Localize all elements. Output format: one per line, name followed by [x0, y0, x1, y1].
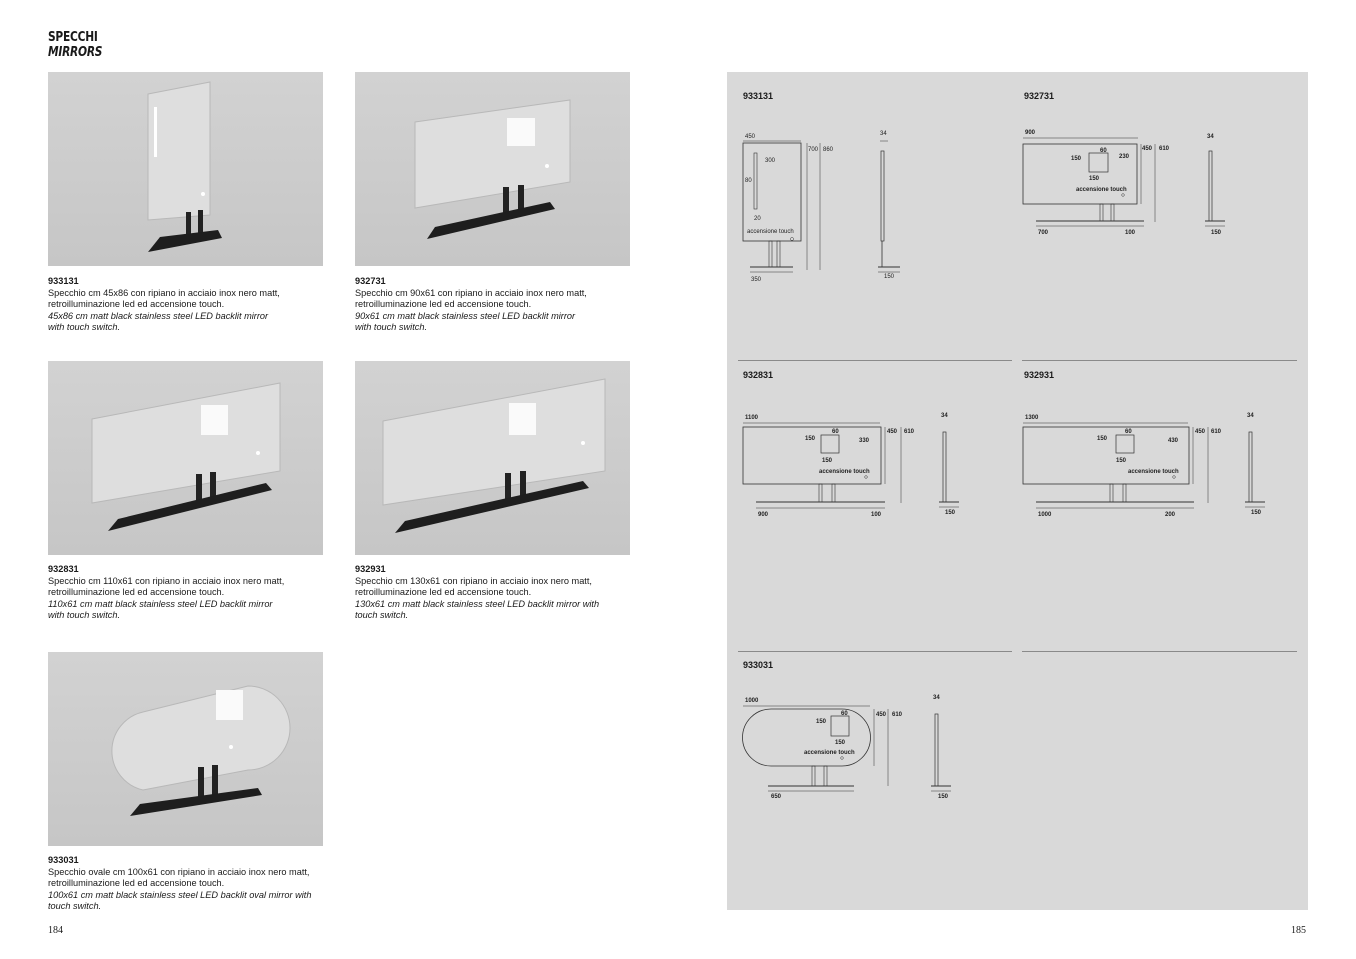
svg-text:150: 150 [1211, 230, 1222, 236]
svg-text:150: 150 [822, 458, 833, 464]
page-number-left: 184 [48, 925, 63, 936]
svg-text:150: 150 [816, 719, 827, 725]
svg-text:150: 150 [835, 740, 846, 746]
section-title: SPECCHI [48, 30, 98, 45]
product-caption-932931: 932931 Specchio cm 130x61 con ripiano in acciaio inox nero matt, retroilluminazione led ed accensione touch. 130x61 cm matt black stainless steel LED backlit mirror with touch switch. [355, 564, 630, 622]
svg-text:100: 100 [1125, 230, 1136, 236]
product-code: 933131 [48, 276, 79, 286]
svg-text:accensione touch: accensione touch [819, 469, 870, 475]
product-caption-933131: 933131 Specchio cm 45x86 con ripiano in acciaio inox nero matt, retroilluminazione led ed accensione touch. 45x86 cm matt black stainless steel LED backlit mirror with touch switch. [48, 276, 323, 334]
svg-text:34: 34 [933, 695, 940, 701]
svg-text:150: 150 [1116, 458, 1127, 464]
svg-text:34: 34 [1247, 413, 1254, 419]
product-photo-933031 [48, 652, 323, 846]
svg-text:450: 450 [887, 429, 898, 435]
section-subtitle: MIRRORS [48, 45, 103, 60]
divider [1022, 651, 1297, 652]
product-caption-933031: 933031 Specchio ovale cm 100x61 con ripiano in acciaio inox nero matt, retroilluminazione led ed accensione touch. 100x61 cm matt black stainless steel LED backlit oval mirror with touch switch. [48, 855, 348, 913]
page-number-right: 185 [1291, 925, 1306, 936]
svg-text:450: 450 [745, 134, 756, 140]
svg-text:60: 60 [832, 429, 839, 435]
product-photo-932931 [355, 361, 630, 555]
section-header [48, 30, 114, 60]
divider [738, 360, 1012, 361]
svg-text:34: 34 [880, 131, 887, 137]
svg-text:accensione touch: accensione touch [1076, 187, 1127, 193]
svg-text:610: 610 [1211, 429, 1222, 435]
technical-drawing-932831 [738, 410, 963, 525]
svg-text:accensione touch: accensione touch [747, 229, 794, 235]
svg-text:accensione touch: accensione touch [1128, 469, 1179, 475]
product-code: 932931 [355, 564, 386, 574]
product-photo-932831 [48, 361, 323, 555]
svg-text:900: 900 [758, 512, 769, 518]
technical-drawing-933131 [738, 125, 918, 285]
svg-text:300: 300 [765, 158, 776, 164]
svg-text:430: 430 [1168, 438, 1179, 444]
svg-text:350: 350 [751, 277, 762, 283]
svg-text:150: 150 [1089, 176, 1100, 182]
svg-text:150: 150 [945, 510, 956, 516]
drawing-code: 932931 [1024, 370, 1055, 380]
svg-text:230: 230 [1119, 154, 1130, 160]
svg-text:100: 100 [871, 512, 882, 518]
svg-text:accensione touch: accensione touch [804, 750, 855, 756]
svg-text:610: 610 [1159, 146, 1170, 152]
svg-text:150: 150 [938, 794, 949, 800]
svg-text:150: 150 [884, 274, 895, 280]
product-code: 932731 [355, 276, 386, 286]
svg-text:1100: 1100 [745, 415, 759, 421]
product-photo-933131 [48, 72, 323, 266]
divider [738, 651, 1012, 652]
product-photo-932731 [355, 72, 630, 266]
svg-text:450: 450 [1142, 146, 1153, 152]
svg-text:450: 450 [876, 712, 887, 718]
technical-drawing-932731 [1018, 125, 1228, 240]
svg-text:200: 200 [1165, 512, 1176, 518]
svg-text:150: 150 [1251, 510, 1262, 516]
svg-text:650: 650 [771, 794, 782, 800]
drawing-code: 933031 [743, 660, 774, 670]
svg-text:60: 60 [1100, 148, 1107, 154]
svg-text:860: 860 [823, 147, 834, 153]
svg-text:60: 60 [841, 711, 848, 717]
product-code: 932831 [48, 564, 79, 574]
svg-text:700: 700 [1038, 230, 1049, 236]
svg-text:450: 450 [1195, 429, 1206, 435]
svg-text:34: 34 [941, 413, 948, 419]
svg-text:1000: 1000 [745, 698, 759, 704]
divider [1022, 360, 1297, 361]
technical-drawing-933031 [738, 692, 963, 807]
drawing-code: 933131 [743, 91, 774, 101]
svg-text:1300: 1300 [1025, 415, 1039, 421]
drawing-code: 932731 [1024, 91, 1055, 101]
svg-text:610: 610 [892, 712, 903, 718]
product-code: 933031 [48, 855, 79, 865]
svg-text:20: 20 [754, 216, 761, 222]
svg-text:1000: 1000 [1038, 512, 1052, 518]
svg-text:60: 60 [1125, 429, 1132, 435]
svg-text:330: 330 [859, 438, 870, 444]
svg-text:150: 150 [1097, 436, 1108, 442]
technical-drawing-932931 [1018, 410, 1273, 525]
svg-text:150: 150 [1071, 156, 1082, 162]
svg-text:34: 34 [1207, 134, 1214, 140]
product-caption-932731: 932731 Specchio cm 90x61 con ripiano in acciaio inox nero matt, retroilluminazione led ed accensione touch. 90x61 cm matt black stainless steel LED backlit mirror with touch switch. [355, 276, 630, 334]
svg-text:610: 610 [904, 429, 915, 435]
product-caption-932831: 932831 Specchio cm 110x61 con ripiano in acciaio inox nero matt, retroilluminazione led ed accensione touch. 110x61 cm matt black stainless steel LED backlit mirror with touch switch. [48, 564, 323, 622]
svg-text:80: 80 [745, 178, 752, 184]
svg-text:700: 700 [808, 147, 819, 153]
drawing-code: 932831 [743, 370, 774, 380]
svg-text:900: 900 [1025, 130, 1036, 136]
svg-text:150: 150 [805, 436, 816, 442]
